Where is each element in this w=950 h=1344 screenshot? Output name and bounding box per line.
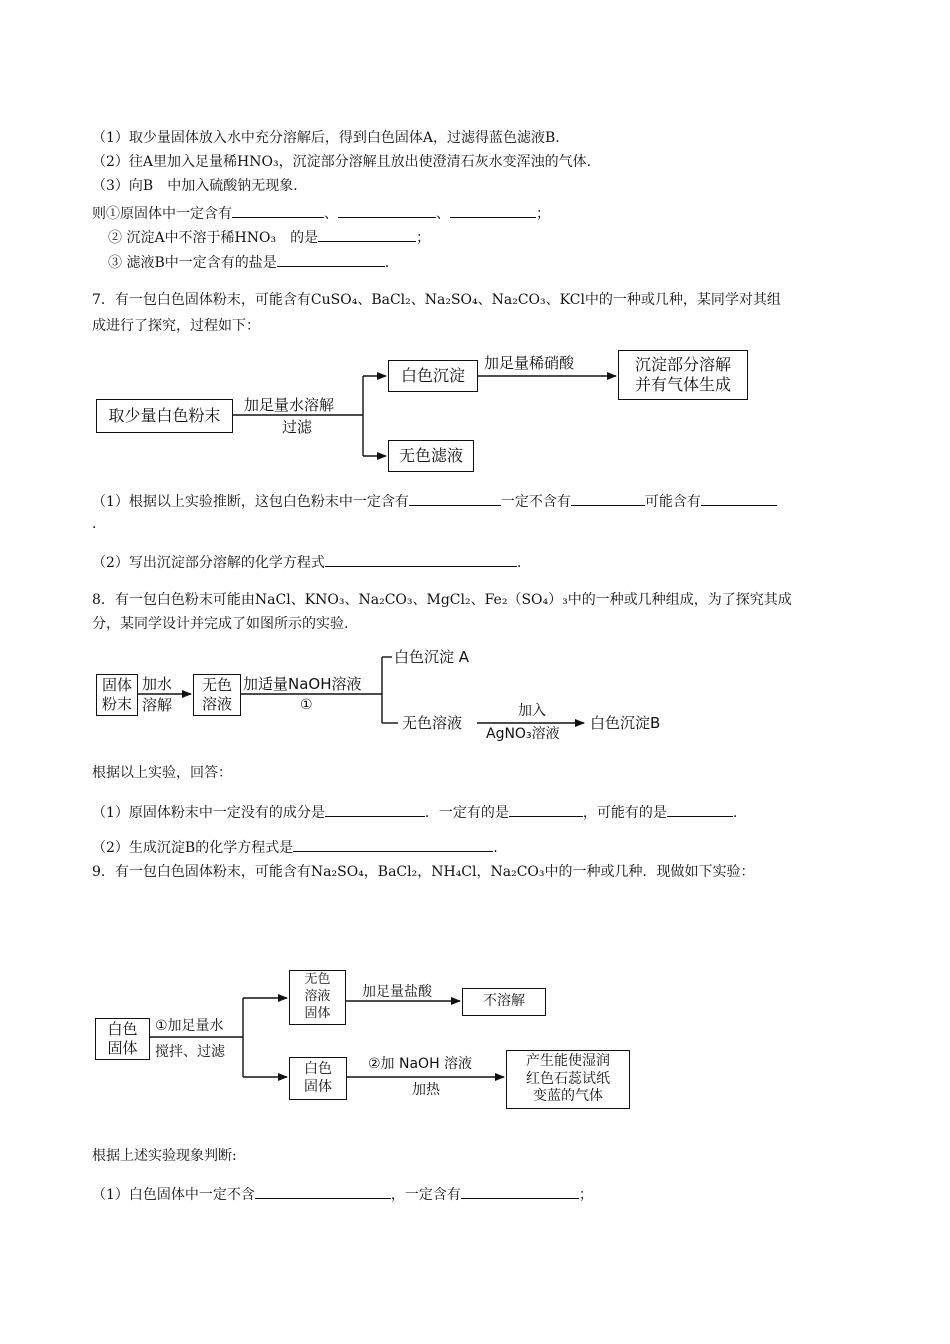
flow-lower-result-box [506, 1050, 630, 1109]
flow-operation-label: 过滤 [282, 418, 313, 436]
q7-part-1-mid: 可能含有 [644, 494, 701, 510]
answer-blank[interactable] [701, 490, 777, 506]
period: . [516, 555, 522, 571]
q9-intro: 根据上述实验现象判断: [92, 1148, 237, 1164]
flow-box-line: 无色 [201, 676, 232, 695]
answer-blank[interactable] [325, 801, 425, 817]
q7-part-2 [92, 551, 521, 573]
period: . [732, 805, 738, 821]
q6-statement-1: （1）取少量固体放入水中充分溶解后，得到白色固体A，过滤得蓝色滤液B. [92, 130, 560, 146]
flow-operation-label: ①加足量水 [155, 1018, 224, 1034]
answer-blank[interactable] [509, 801, 583, 817]
q8-part-2 [92, 836, 498, 858]
period: . [493, 840, 498, 856]
q9-part-1-prefix: （1）白色固体中一定不含 [92, 1187, 255, 1203]
q6-answer-1-prefix: 则①原固体中一定含有 [92, 206, 232, 222]
period: . [384, 255, 390, 271]
q8-stem-line-2: 分，某同学设计并完成了如图所示的实验. [92, 616, 349, 632]
semicolon: ； [536, 206, 550, 222]
q8-part-1-prefix: （1）原固体粉末中一定没有的成分是 [92, 805, 325, 821]
flow-precipitate-box: 白色沉淀 [388, 360, 478, 392]
q8-part-1-mid: ，可能有的是 [582, 805, 667, 821]
q9-part-1-mid: ，一定含有 [390, 1187, 461, 1203]
flow-precipitate-b: 白色沉淀B [590, 714, 661, 732]
flow-box-line: 变蓝的气体 [533, 1088, 603, 1105]
flow-operation-label: 加足量水溶解 [244, 396, 335, 414]
q8-part-1 [92, 801, 737, 823]
q7-part-1 [92, 490, 777, 512]
flow-operation-label: 加适量NaOH溶液 [243, 675, 362, 693]
flow-result-line: 并有气体生成 [634, 375, 731, 394]
q7-part-1-prefix: （1）根据以上实验推断，这包白色粉末中一定含有 [92, 494, 409, 510]
semicolon: ； [416, 230, 431, 246]
flow-upper-result-box: 不溶解 [462, 988, 546, 1016]
flow-box-line: 固体 [304, 1078, 332, 1095]
answer-blank[interactable] [667, 801, 733, 817]
flow-operation-label: 加入 [518, 703, 546, 719]
q6-statement-3: （3）向B 中加入硫酸钠无现象. [92, 178, 298, 194]
answer-blank[interactable] [255, 1183, 391, 1199]
flow-operation-label: AgNO₃溶液 [486, 726, 560, 742]
flow-precipitate-a: 白色沉淀 A [394, 648, 470, 666]
flow-box-line: 固体 [101, 676, 132, 695]
flow-box-line: 白色 [107, 1020, 138, 1039]
flow-operation-label: 加水 [142, 675, 173, 693]
q8-stem-line-1: 8．有一包白色粉末可能由NaCl、KNO₃、Na₂CO₃、MgCl₂、Fe₂（SO₄）₃中的一种或几种组成，为了探究其成 [92, 592, 792, 608]
q7-stem-line-2: 成进行了探究，过程如下： [92, 318, 260, 334]
separator: 、 [324, 206, 338, 222]
q8-part-1-mid: ．一定有的是 [424, 805, 509, 821]
flow-result-box [618, 350, 748, 400]
q8-part-2-prefix: （2）生成沉淀B的化学方程式是 [92, 840, 294, 856]
answer-blank[interactable] [325, 551, 517, 567]
q6-statement-2: （2）往A里加入足量稀HNO₃，沉淀部分溶解且放出使澄清石灰水变浑浊的气体. [92, 154, 592, 170]
flow-operation-label: 加足量稀硝酸 [484, 354, 575, 372]
flow-upper-box [289, 970, 346, 1025]
flow-operation-label: 溶解 [142, 696, 173, 714]
flow-operation-label: ②加 NaOH 溶液 [368, 1056, 473, 1072]
semicolon: ； [578, 1187, 593, 1203]
flow-box-line: 产生能使湿润 [526, 1053, 610, 1070]
q7-stem-line-1: 7．有一包白色固体粉末，可能含有CuSO₄、BaCl₂、Na₂SO₄、Na₂CO₃、KCl中的一种或几种，某同学对其组 [92, 292, 781, 308]
flow-box-line: 白色 [304, 1061, 332, 1077]
flow-start-box [95, 1018, 150, 1060]
q7-part-1-end: . [92, 516, 97, 532]
flow-lower-box [289, 1057, 347, 1100]
flow-operation-label: 加足量盐酸 [362, 984, 432, 1000]
q9-stem: 9．有一包白色固体粉末，可能含有Na₂SO₄，BaCl₂，NH₄Cl，Na₂CO₃中的一种或几种．现做如下实验： [92, 864, 755, 880]
separator: 、 [436, 206, 450, 222]
flow-result-line: 沉淀部分溶解 [634, 355, 731, 374]
flow-start-box [96, 674, 138, 716]
flow-colorless-solution: 无色溶液 [402, 714, 463, 732]
flow-box-line: 溶液 [201, 695, 232, 713]
q6-answer-3-prefix: ③ 滤液B中一定含有的盐是 [108, 255, 277, 271]
q8-intro: 根据以上实验，回答： [92, 765, 232, 781]
flow-solution-box [193, 674, 241, 716]
q7-part-2-prefix: （2）写出沉淀部分溶解的化学方程式 [92, 555, 325, 571]
flow-filtrate-box: 无色滤液 [388, 440, 474, 472]
flow-operation-label: 搅拌、过滤 [155, 1044, 225, 1060]
answer-blank[interactable] [571, 490, 645, 506]
flow-box-line: 固体 [304, 1005, 331, 1021]
flow-box-line: 红色石蕊试纸 [526, 1070, 610, 1087]
flow-box-line: 粉末 [101, 695, 132, 713]
flow-box-line: 无色 [304, 972, 331, 988]
q6-answer-2-prefix: ② 沉淀A中不溶于稀HNO₃ 的是 [108, 230, 319, 246]
flow-start-box: 取少量白色粉末 [96, 399, 233, 433]
q7-part-1-mid: 一定不含有 [500, 494, 571, 510]
flow-box-line: 固体 [107, 1039, 138, 1057]
answer-blank[interactable] [461, 1183, 579, 1199]
q9-part-1 [92, 1183, 593, 1205]
flow-step-number: ① [300, 697, 313, 713]
answer-blank[interactable] [293, 836, 493, 852]
flow-box-line: 溶液 [304, 989, 331, 1005]
flow-operation-label: 加热 [412, 1082, 440, 1098]
answer-blank[interactable] [409, 490, 501, 506]
